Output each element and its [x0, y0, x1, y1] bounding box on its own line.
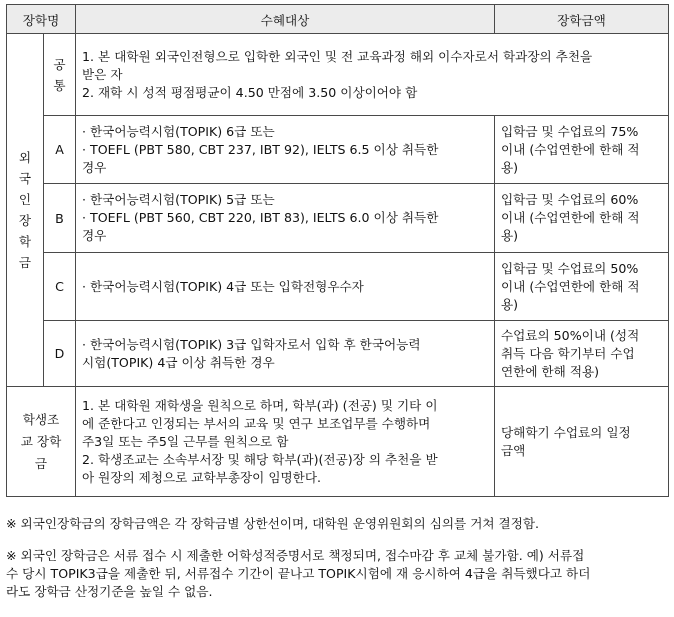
- header-recipient: 수혜대상: [76, 5, 495, 34]
- assistant-amount: 당해학기 수업료의 일정 금액: [495, 387, 669, 497]
- foreign-scholarship-cell: 외 국 인 장 학 금: [7, 34, 44, 387]
- scholarship-table: [6, 4, 669, 497]
- assistant-criteria: 1. 본 대학원 재학생을 원칙으로 하며, 학부(과) (전공) 및 기타 이 에 준한다고 인정되는 부서의 교육 및 연구 보조업무를 수행하며 주3일 또는 주5일 근무를 원칙으로 함 2. 학생조교는 소속부서장 및 해당 학부(과)(전공)장 의 추천을 받 아 원장의 제청으로 교학부총장이 임명한다.: [76, 387, 495, 497]
- grade-a-amount: 입학금 및 수업료의 75% 이내 (수업연한에 한해 적 용): [495, 116, 669, 184]
- assistant-row: [7, 387, 669, 497]
- note-amount-limit: ※ 외국인장학금의 장학금액은 각 장학금별 상한선이며, 대학원 운영위원회의 심의를 거쳐 결정함.: [6, 516, 540, 531]
- header-amount: 장학금액: [495, 5, 669, 34]
- grade-a-criteria: · 한국어능력시험(TOPIK) 6급 또는 · TOEFL (PBT 580, CBT 237, IBT 92), IELTS 6.5 이상 취득한 경우: [76, 116, 495, 184]
- grade-d-amount: 수업료의 50%이내 (성적 취득 다음 학기부터 수업 연한에 한해 적용): [495, 321, 669, 387]
- grade-b-row: [7, 184, 669, 253]
- grade-d-criteria: · 한국어능력시험(TOPIK) 3급 입학자로서 입학 후 한국어능력 시험(TOPIK) 4급 이상 취득한 경우: [76, 321, 495, 387]
- common-criteria: 1. 본 대학원 외국인전형으로 입학한 외국인 및 전 교육과정 해외 이수자로서 학과장의 추천을 받은 자 2. 재학 시 성적 평점평균이 4.50 만점에 3.50 이상이어야 함: [76, 34, 669, 116]
- common-label: 공 통: [44, 34, 76, 116]
- grade-a-label: A: [44, 116, 76, 184]
- grade-b-label: B: [44, 184, 76, 253]
- header-scholarship-name: 장학명: [7, 5, 76, 34]
- grade-b-amount: 입학금 및 수업료의 60% 이내 (수업연한에 한해 적 용): [495, 184, 669, 253]
- assistant-scholarship-name: 학생조 교 장학 금: [7, 387, 76, 497]
- grade-a-row: [7, 116, 669, 184]
- grade-c-label: C: [44, 253, 76, 321]
- footnotes: [6, 515, 666, 615]
- grade-c-row: [7, 253, 669, 321]
- grade-d-label: D: [44, 321, 76, 387]
- note-language-certificate: ※ 외국인 장학금은 서류 접수 시 제출한 어학성적증명서로 책정되며, 접수마감 후 교체 불가함. 예) 서류접 수 당시 TOPIK3급을 제출한 뒤, 서류접수 기간이 끝나고 TOPIK시험에 재 응시하여 4급을 취득했다고 하더 라도 장학금 산정기준을 높일 수 없음.: [6, 548, 591, 599]
- grade-b-criteria: · 한국어능력시험(TOPIK) 5급 또는 · TOEFL (PBT 560, CBT 220, IBT 83), IELTS 6.0 이상 취득한 경우: [76, 184, 495, 253]
- grade-c-amount: 입학금 및 수업료의 50% 이내 (수업연한에 한해 적 용): [495, 253, 669, 321]
- common-row: [7, 34, 669, 116]
- header-row: [7, 5, 669, 34]
- grade-c-criteria: · 한국어능력시험(TOPIK) 4급 또는 입학전형우수자: [76, 253, 495, 321]
- grade-d-row: [7, 321, 669, 387]
